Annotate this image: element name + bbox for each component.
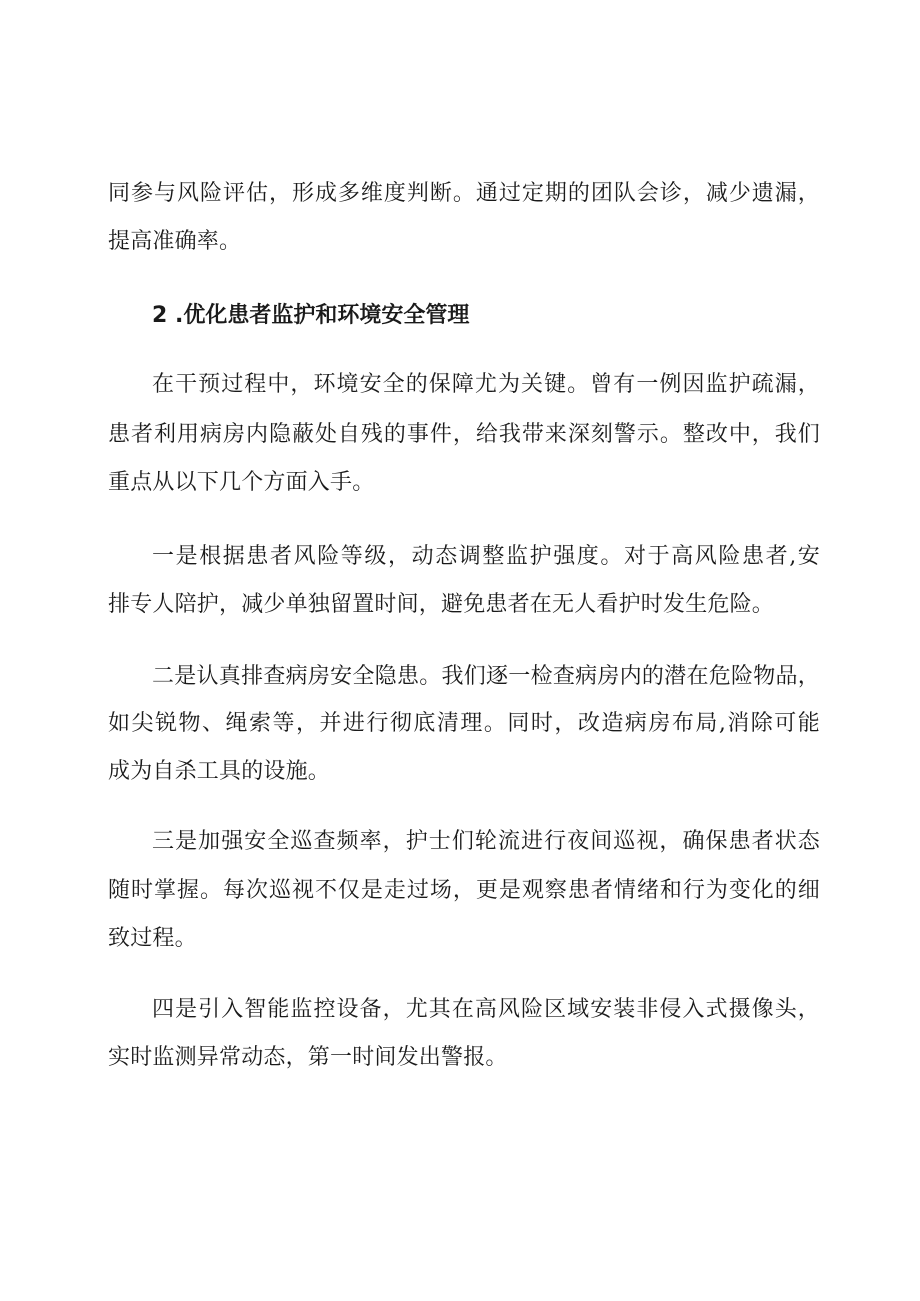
paragraph-1-line-3: 重点从以下几个方面入手。 — [108, 470, 375, 495]
paragraph-1-line-2: 患者利用病房内隐蔽处自残的事件，给我带来深刻警示。整改中，我们 — [108, 422, 820, 447]
paragraph-5-line-2: 实时监测异常动态，第一时间发出警报。 — [108, 1045, 508, 1070]
paragraph-4-line-3: 致过程。 — [108, 926, 197, 951]
continuation-line-1: 同参与风险评估，形成多维度判断。通过定期的团队会诊，减少遗漏， — [108, 181, 820, 206]
section-heading: 2 .优化患者监护和环境安全管理 — [152, 303, 470, 328]
paragraph-4-line-2: 随时掌握。每次巡视不仅是走过场，更是观察患者情绪和行为变化的细 — [108, 878, 820, 903]
paragraph-2-line-1: 一是根据患者风险等级，动态调整监护强度。对于高风险患者,安 — [152, 544, 820, 569]
paragraph-5-line-1: 四是引入智能监控设备，尤其在高风险区域安装非侵入式摄像头， — [152, 997, 820, 1022]
paragraph-3-line-1: 二是认真排查病房安全隐患。我们逐一检查病房内的潜在危险物品， — [152, 664, 820, 689]
paragraph-3-line-3: 成为自杀工具的设施。 — [108, 759, 331, 784]
paragraph-2-line-2: 排专人陪护，减少单独留置时间，避免患者在无人看护时发生危险。 — [108, 592, 775, 617]
paragraph-4-line-1: 三是加强安全巡查频率，护士们轮流进行夜间巡视，确保患者状态 — [152, 829, 820, 854]
continuation-line-2: 提高准确率。 — [108, 229, 242, 254]
paragraph-1-line-1: 在干预过程中，环境安全的保障尤为关键。曾有一例因监护疏漏， — [152, 372, 820, 397]
paragraph-3-line-2: 如尖锐物、绳索等，并进行彻底清理。同时，改造病房布局,消除可能 — [108, 711, 820, 736]
